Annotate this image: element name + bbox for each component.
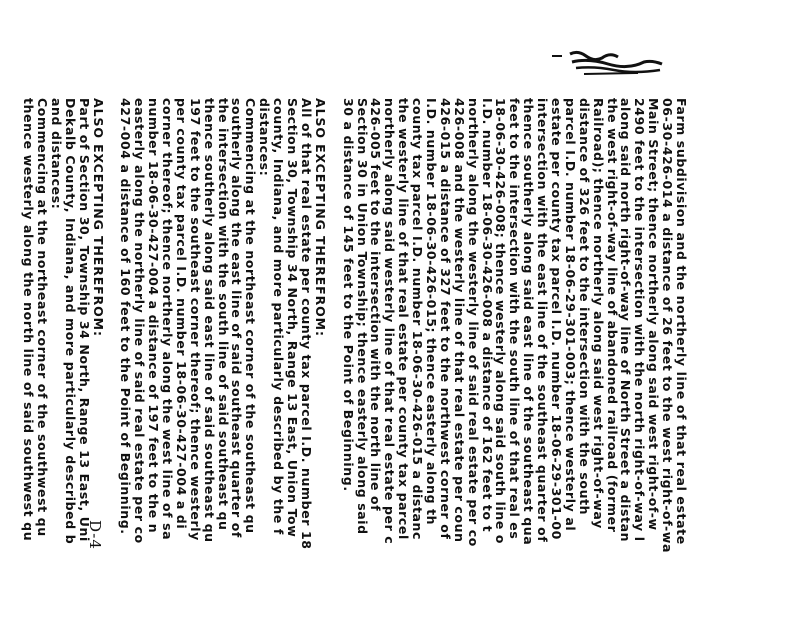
text-line: Commencing at the northeast corner of the southeast qu bbox=[243, 98, 259, 534]
text-line: 427-004 a distance of 160 feet to the Point of Beginning. bbox=[118, 98, 134, 535]
text-line: Section 30 in Union Township; thence easterly along said bbox=[354, 98, 370, 535]
text-line: southerly along the east line of said southeast quarter of bbox=[229, 98, 245, 538]
text-line bbox=[327, 98, 341, 618]
section-heading: ALSO EXCEPTING THEREFROM: bbox=[90, 98, 106, 337]
text-line: thence southerly along said east line of said southeast qu bbox=[201, 98, 217, 543]
text-line: All of that real estate per county tax parcel I.D. number 18 bbox=[298, 98, 314, 550]
text-line: thence southerly along said east line of the southeast qua bbox=[521, 98, 537, 546]
text-line: northerly along said westerly line of that real estate per c bbox=[382, 98, 398, 545]
text-line: 426-005 feet to the intersection with the north line of bbox=[368, 98, 384, 512]
text-line: intersection with the east line of the southeast quarter of bbox=[535, 98, 551, 543]
text-line: thence westerly along the north line of said southwest qu bbox=[21, 98, 37, 542]
text-line: 30 a distance of 145 feet to the Point of Beginning. bbox=[340, 98, 356, 492]
text-line: per county tax parcel I.D. number 18-06-30-427-004 a di bbox=[173, 98, 189, 530]
handwritten-annotation bbox=[548, 48, 668, 78]
text-line: and distances: bbox=[48, 98, 64, 210]
text-line: distance of 326 feet to the intersection with the south bbox=[576, 98, 592, 516]
text-line: easterly along the northerly line of said real estate per co bbox=[132, 98, 148, 544]
text-line: northerly along the westerly line of said real estate per co bbox=[465, 98, 481, 547]
text-line: 2490 feet to the intersection with the north right-of-way l bbox=[632, 98, 648, 542]
text-line: number 18-06-30-427-004 a distance of 197 feet to the n bbox=[146, 98, 162, 534]
text-line: corner thereof; thence northerly along the west line of sa bbox=[160, 98, 176, 541]
section-heading: ALSO EXCEPTING THEREFROM: bbox=[312, 98, 328, 337]
text-line: I.D. number 18-06-30-426-015; thence easterly along th bbox=[423, 98, 439, 526]
text-line: Section 30, Township 34 North, Range 13 East, Union Tow bbox=[285, 98, 301, 538]
text-line: along said north right-of-way line of North Street a distan bbox=[618, 98, 634, 543]
text-line: estate per county tax parcel I.D. number 18-06-29-301-00 bbox=[548, 98, 564, 540]
text-line: Farm subdivision and the northerly line of that real estate bbox=[674, 98, 689, 545]
text-line: Main Street; thence northerly along said west right-of-w bbox=[646, 98, 662, 531]
text-line: distances: bbox=[257, 98, 273, 177]
text-line: Commencing at the northeast corner of the southwest qu bbox=[35, 98, 51, 537]
text-line: parcel I.D. number 18-06-29-301-003; thence westerly al bbox=[562, 98, 578, 532]
text-line: 426-008 and the westerly line of that real estate per coun bbox=[451, 98, 467, 543]
text-line: county tax parcel I.D. number 18-06-30-426-015 a distanc bbox=[410, 98, 426, 541]
text-line: the intersection with the south line of said southeast qu bbox=[215, 98, 231, 531]
text-line: Part of Section 30, Township 34 North, Range 13 East, Uni bbox=[76, 98, 92, 542]
text-line: Dekalb County, Indiana, and more particularly described b bbox=[62, 98, 78, 545]
text-line: the westerly line of that real estate per county tax parcel bbox=[396, 98, 412, 540]
text-line: I.D. number 18-06-30-426-008 a distance of 162 feet to t bbox=[479, 98, 495, 533]
legal-description-text bbox=[21, 98, 688, 618]
text-line: 426-015 a distance of 327 feet to the northwest corner of bbox=[437, 98, 453, 540]
page-number: D-4 bbox=[86, 520, 104, 550]
text-line bbox=[105, 98, 119, 618]
text-line: 18-06-30-426-008; thence westerly along said south line o bbox=[493, 98, 509, 545]
text-line: the west right-of-way line of abandoned railroad (former bbox=[604, 98, 620, 533]
text-line: Railroad); thence northerly along said west right-of-way bbox=[590, 98, 606, 529]
text-line: 197 feet to the southeast corner thereof; thence westerly bbox=[187, 98, 203, 541]
text-line: county, Indiana, and more particularly described by the f bbox=[271, 98, 287, 535]
text-line: 06-30-426-014 a distance of 26 feet to the west right-of-wa bbox=[660, 98, 676, 553]
text-line: feet to the intersection with the south line of that real es bbox=[507, 98, 523, 540]
